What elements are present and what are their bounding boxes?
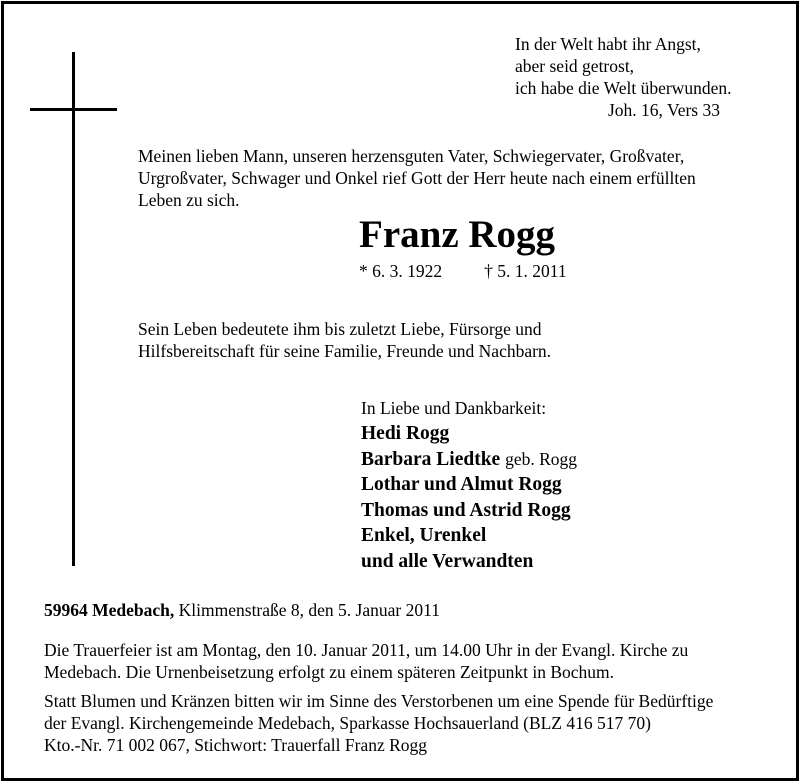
verse-line: aber seid getrost, xyxy=(515,56,635,76)
donation-line: Statt Blumen und Kränzen bitten wir im Sinne des Verstorbenen um eine Spende für Bedürftige xyxy=(44,691,714,711)
mourner-entry xyxy=(361,498,577,524)
address-line xyxy=(44,599,440,621)
address-place: 59964 Medebach, xyxy=(44,600,175,620)
life-line: Hilfsbereitschaft für seine Familie, Freunde und Nachbarn. xyxy=(138,341,552,361)
donation-info xyxy=(44,690,713,756)
intro-line: Meinen lieben Mann, unseren herzensguten Vater, Schwiegervater, Großvater, xyxy=(138,146,685,166)
mourner-entry xyxy=(361,472,577,498)
life-text xyxy=(138,318,551,362)
donation-line: der Evangl. Kirchengemeinde Medebach, Sparkasse Hochsauerland (BLZ 416 517 70) xyxy=(44,713,651,733)
verse-line: In der Welt habt ihr Angst, xyxy=(515,34,701,54)
mourner-name: Enkel, Urenkel xyxy=(361,525,487,547)
mourner-entry xyxy=(361,523,577,549)
funeral-line: Die Trauerfeier ist am Montag, den 10. Januar 2011, um 14.00 Uhr in der Evangl. Kirche zu xyxy=(44,640,689,660)
verse-line: ich habe die Welt überwunden. xyxy=(515,78,732,98)
death-date: † 5. 1. 2011 xyxy=(484,261,567,281)
cross-icon xyxy=(72,52,75,566)
mourner-name: und alle Verwandten xyxy=(361,550,534,572)
funeral-line: Medebach. Die Urnenbeisetzung erfolgt zu einem späteren Zeitpunkt in Bochum. xyxy=(44,662,615,682)
mourner-note: geb. Rogg xyxy=(505,448,578,469)
mourner-entry xyxy=(361,447,577,473)
deceased-name: Franz Rogg xyxy=(359,213,556,256)
verse-reference: Joh. 16, Vers 33 xyxy=(608,100,720,120)
birth-date: * 6. 3. 1922 xyxy=(359,261,443,281)
life-dates xyxy=(359,260,567,282)
funeral-info xyxy=(44,639,688,683)
mourners-heading: In Liebe und Dankbarkeit: xyxy=(361,398,547,418)
intro-text xyxy=(138,145,696,211)
mourner-name: Hedi Rogg xyxy=(361,423,450,444)
mourner-name: Thomas und Astrid Rogg xyxy=(361,499,571,521)
cross-icon-crossbar xyxy=(30,108,117,111)
intro-line: Leben zu sich. xyxy=(138,190,240,210)
life-line: Sein Leben bedeutete ihm bis zuletzt Liebe, Fürsorge und xyxy=(138,319,542,339)
mourner-name: Lothar und Almut Rogg xyxy=(361,474,562,496)
mourners-list xyxy=(361,397,577,575)
donation-line: Kto.-Nr. 71 002 067, Stichwort: Trauerfall Franz Rogg xyxy=(44,735,428,755)
intro-line: Urgroßvater, Schwager und Onkel rief Gott der Herr heute nach einem erfüllten xyxy=(138,168,696,188)
mourner-entry xyxy=(361,421,577,447)
bible-verse xyxy=(515,33,731,121)
mourner-entry xyxy=(361,549,577,575)
address-rest: Klimmenstraße 8, den 5. Januar 2011 xyxy=(178,600,440,620)
mourner-name: Barbara Liedtke xyxy=(361,448,501,470)
